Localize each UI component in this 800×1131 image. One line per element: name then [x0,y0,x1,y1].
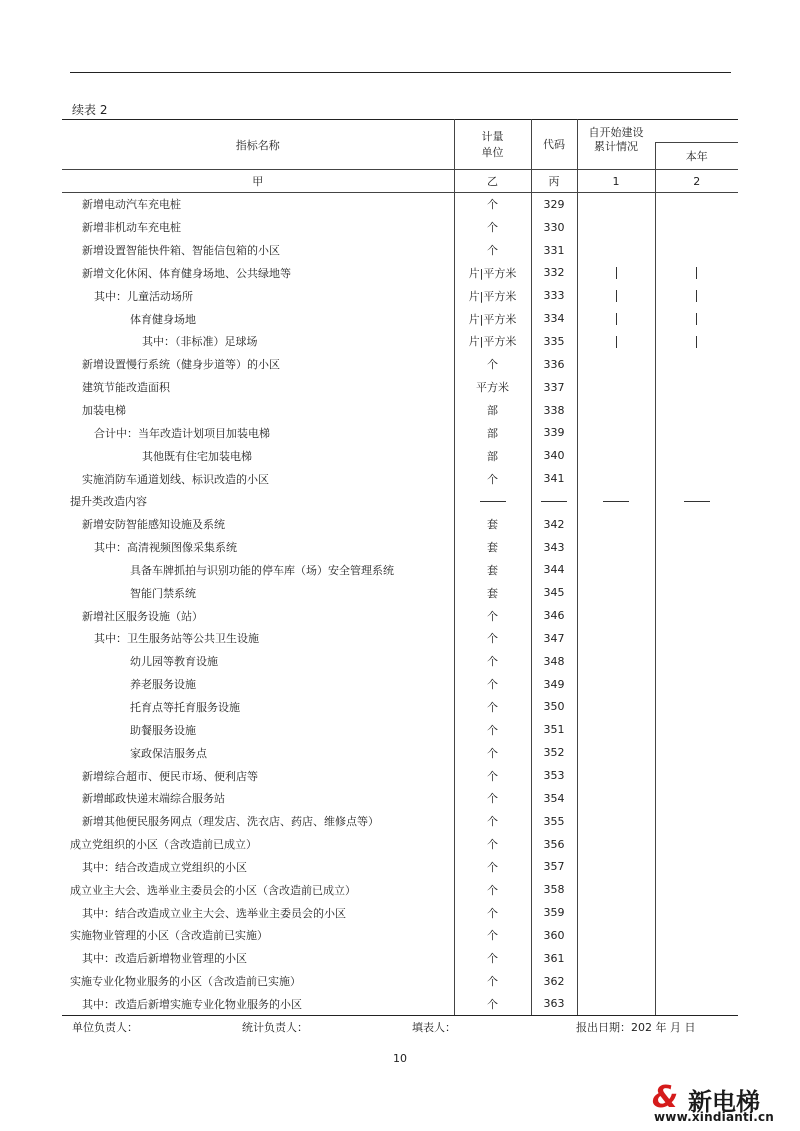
code-cell: 347 [531,627,577,650]
this-year-cell [655,330,738,353]
unit-cell: 个 [454,970,531,993]
unit-cell: 个 [454,718,531,741]
unit-cell: 部 [454,399,531,422]
cumulative-cell [577,787,655,810]
dash-mark [541,501,567,502]
code-cell: 362 [531,970,577,993]
letter-year: 2 [655,170,738,193]
code-cell: 360 [531,924,577,947]
this-year-cell [655,262,738,285]
table-row [62,421,738,444]
unit-cell: 个 [454,741,531,764]
table-row [62,536,738,559]
unit-cell: 个 [454,924,531,947]
logo-url: www.xindianti.cn [654,1110,775,1124]
this-year-cell [655,627,738,650]
cumulative-cell [577,970,655,993]
this-year-cell [655,536,738,559]
logo-mark-icon: & [652,1080,679,1115]
this-year-cell [655,787,738,810]
letter-code: 丙 [531,170,577,193]
indicator-name: 新增邮政快递末端综合服务站 [82,792,225,806]
indicator-name: 其中：改造后新增实施专业化物业服务的小区 [62,993,454,1016]
cumulative-cell [577,490,655,513]
unit-cell: 个 [454,604,531,627]
this-year-cell [655,421,738,444]
unit-cell: 套 [454,513,531,536]
table-row [62,193,738,216]
cumulative-cell [577,376,655,399]
unit-cell: 个 [454,673,531,696]
unit-cell: 个 [454,216,531,239]
cumulative-cell [577,239,655,262]
indicator-name: 新增安防智能感知设施及系统 [82,518,225,532]
cumulative-cell [577,810,655,833]
unit-cell: 个 [454,627,531,650]
code-cell: 349 [531,673,577,696]
indicator-name: 体育健身场地 [130,312,196,326]
this-year-cell [655,833,738,856]
unit-cell: 片|平方米 [454,284,531,307]
table-row [62,330,738,353]
unit-cell: 个 [454,696,531,719]
this-year-cell [655,307,738,330]
cumulative-cell [577,764,655,787]
indicator-name: 其中：结合改造成立业主大会、选举业主委员会的小区 [82,906,346,920]
separator-mark [616,267,617,279]
cumulative-cell [577,581,655,604]
indicator-name: 其中：（非标准）足球场 [142,335,258,349]
cumulative-cell [577,193,655,216]
indicator-name: 新增其他便民服务网点（理发店、洗衣店、药店、维修点等） [82,815,379,829]
unit-cell: 个 [454,833,531,856]
cumulative-cell [577,947,655,970]
section-row [62,490,738,513]
table-row [62,718,738,741]
table-row [62,262,738,285]
indicator-name: 智能门禁系统 [130,586,196,600]
code-cell: 330 [531,216,577,239]
this-year-cell [655,673,738,696]
table-row [62,673,738,696]
unit-cell: 个 [454,878,531,901]
this-year-cell [655,490,738,513]
this-year-cell [655,947,738,970]
cumulative-cell [577,353,655,376]
table-row [62,650,738,673]
code-cell: 338 [531,399,577,422]
unit-cell: 套 [454,559,531,582]
indicator-name: 新增电动汽车充电桩 [82,198,181,212]
table-row [62,833,738,856]
indicator-name: 新增综合超市、便民市场、便利店等 [82,769,258,783]
code-cell: 361 [531,947,577,970]
this-year-cell [655,559,738,582]
unit-cell: 个 [454,467,531,490]
cumulative-cell [577,421,655,444]
separator-mark [696,336,697,348]
table-row [62,855,738,878]
separator-mark [696,313,697,325]
unit-cell: 部 [454,444,531,467]
indicator-name: 新增社区服务设施（站） [82,609,203,623]
code-cell: 340 [531,444,577,467]
table-row [62,970,738,993]
cumulative-cell [577,650,655,673]
letter-cumulative: 1 [577,170,655,193]
indicator-name: 托育点等托育服务设施 [130,700,240,714]
unit-cell: 个 [454,239,531,262]
cumulative-cell [577,216,655,239]
unit-cell: 部 [454,421,531,444]
code-cell: 354 [531,787,577,810]
table-row [62,239,738,262]
code-cell: 355 [531,810,577,833]
indicator-name: 实施专业化物业服务的小区（含改造前已实施） [70,975,301,989]
table-row [62,924,738,947]
statistics-table [62,119,738,1016]
code-cell: 344 [531,559,577,582]
cumulative-cell [577,399,655,422]
logo-brand: 新电梯 [688,1088,760,1116]
table-row [62,284,738,307]
table-row [62,741,738,764]
code-cell: 331 [531,239,577,262]
indicator-name: 实施消防车通道划线、标识改造的小区 [82,472,269,486]
unit-cell: 个 [454,993,531,1016]
this-year-cell [655,650,738,673]
code-cell: 343 [531,536,577,559]
indicator-name: 加装电梯 [82,404,126,418]
code-cell: 363 [531,993,577,1016]
indicator-name: 新增设置智能快件箱、智能信包箱的小区 [82,244,280,258]
table-row [62,513,738,536]
dash-mark [684,501,710,502]
cumulative-cell [577,604,655,627]
code-cell: 329 [531,193,577,216]
table-row [62,627,738,650]
unit-cell: 个 [454,947,531,970]
indicator-name: 新增设置慢行系统（健身步道等）的小区 [82,358,280,372]
unit-cell [454,490,531,513]
header-code: 代码 [531,120,577,170]
this-year-cell [655,216,738,239]
this-year-cell [655,810,738,833]
footer-date: 报出日期：202 年 月 日 [576,1021,696,1034]
table-row [62,353,738,376]
cumulative-cell [577,833,655,856]
code-cell: 334 [531,307,577,330]
indicator-name: 新增非机动车充电桩 [82,221,181,235]
letter-row [62,170,738,193]
this-year-cell [655,353,738,376]
table-row [62,764,738,787]
footer-filler: 填表人： [412,1021,456,1034]
this-year-cell [655,399,738,422]
code-cell: 336 [531,353,577,376]
separator-mark [616,290,617,302]
indicator-name: 建筑节能改造面积 [82,381,170,395]
dash-mark [480,501,506,502]
table-row [62,444,738,467]
this-year-cell [655,970,738,993]
unit-cell: 片|平方米 [454,262,531,285]
cumulative-cell [577,741,655,764]
indicator-name: 其中：儿童活动场所 [94,289,193,303]
this-year-cell [655,376,738,399]
this-year-cell [655,924,738,947]
indicator-name: 实施物业管理的小区（含改造前已实施） [70,929,268,943]
cumulative-cell [577,878,655,901]
separator-mark [696,267,697,279]
table-row [62,559,738,582]
code-cell: 335 [531,330,577,353]
indicator-name: 其他既有住宅加装电梯 [142,449,252,463]
indicator-name: 其中：结合改造成立党组织的小区 [82,860,247,874]
indicator-name: 养老服务设施 [130,678,196,692]
code-cell: 353 [531,764,577,787]
dash-mark [603,501,629,502]
unit-cell: 个 [454,353,531,376]
indicator-name: 其中：高清视频图像采集系统 [94,541,237,555]
this-year-cell [655,855,738,878]
this-year-cell [655,718,738,741]
indicator-name: 家政保洁服务点 [130,746,207,760]
unit-cell: 个 [454,901,531,924]
indicator-name: 新增文化休闲、体育健身场地、公共绿地等 [82,266,291,280]
top-rule [70,72,731,73]
indicator-name: 其中：改造后新增物业管理的小区 [82,952,247,966]
table-row [62,787,738,810]
code-cell [531,490,577,513]
indicator-name: 成立党组织的小区（含改造前已成立） [70,838,257,852]
this-year-cell [655,604,738,627]
this-year-cell [655,993,738,1016]
this-year-cell [655,513,738,536]
indicator-name: 助餐服务设施 [130,723,196,737]
header-blank [655,120,738,143]
this-year-cell [655,467,738,490]
separator-mark [616,336,617,348]
letter-unit: 乙 [454,170,531,193]
code-cell: 352 [531,741,577,764]
header-cumulative [577,120,655,170]
cumulative-cell [577,855,655,878]
unit-cell: 个 [454,787,531,810]
cumulative-cell [577,307,655,330]
cumulative-cell [577,444,655,467]
footer-unit-head: 单位负责人： [72,1021,138,1034]
header-cumulative-line1: 自开始建设 [588,126,644,139]
unit-cell: 平方米 [454,376,531,399]
this-year-cell [655,581,738,604]
unit-cell: 个 [454,855,531,878]
indicator-name: 合计中：当年改造计划项目加装电梯 [94,426,270,440]
table-row [62,604,738,627]
code-cell: 350 [531,696,577,719]
cumulative-cell [577,284,655,307]
indicator-name: 成立业主大会、选举业主委员会的小区（含改造前已成立） [70,883,356,897]
indicator-name: 具备车牌抓拍与识别功能的停车库（场）安全管理系统 [130,563,394,577]
cumulative-cell [577,696,655,719]
cumulative-cell [577,924,655,947]
this-year-cell [655,764,738,787]
this-year-cell [655,444,738,467]
unit-cell: 片|平方米 [454,307,531,330]
header-unit [454,120,531,170]
cumulative-cell [577,993,655,1016]
table-row [62,216,738,239]
table-row [62,901,738,924]
watermark-logo [652,1080,792,1126]
cumulative-cell [577,330,655,353]
header-indicator-name: 指标名称 [62,120,454,170]
code-cell: 358 [531,878,577,901]
section-title: 提升类改造内容 [70,495,147,509]
table-label: 续表 2 [72,103,108,117]
unit-cell: 片|平方米 [454,330,531,353]
this-year-cell [655,901,738,924]
code-cell: 339 [531,421,577,444]
page-number: 10 [393,1052,407,1065]
unit-cell: 套 [454,536,531,559]
cumulative-cell [577,627,655,650]
this-year-cell [655,741,738,764]
code-cell: 332 [531,262,577,285]
table-row [62,581,738,604]
code-cell: 357 [531,855,577,878]
separator-mark [696,290,697,302]
table-row [62,376,738,399]
code-cell: 341 [531,467,577,490]
unit-cell: 个 [454,764,531,787]
footer-stat-head: 统计负责人： [242,1021,308,1034]
table-row [62,878,738,901]
cumulative-cell [577,559,655,582]
code-cell: 351 [531,718,577,741]
header-unit-line2: 单位 [481,145,504,159]
unit-cell: 个 [454,810,531,833]
code-cell: 333 [531,284,577,307]
table-row [62,467,738,490]
code-cell: 345 [531,581,577,604]
cumulative-cell [577,673,655,696]
code-cell: 348 [531,650,577,673]
indicator-name: 幼儿园等教育设施 [130,655,218,669]
table-row [62,696,738,719]
cumulative-cell [577,718,655,741]
cumulative-cell [577,513,655,536]
cumulative-cell [577,536,655,559]
header-this-year: 本年 [655,142,738,169]
unit-cell: 个 [454,650,531,673]
this-year-cell [655,193,738,216]
table-row [62,810,738,833]
this-year-cell [655,284,738,307]
header-cumulative-line2: 累计情况 [594,140,638,153]
table-row [62,993,738,1016]
code-cell: 359 [531,901,577,924]
indicator-name: 其中：卫生服务站等公共卫生设施 [94,632,259,646]
this-year-cell [655,696,738,719]
table-row [62,307,738,330]
code-cell: 356 [531,833,577,856]
header-unit-line1: 计量 [481,129,504,143]
code-cell: 342 [531,513,577,536]
code-cell: 337 [531,376,577,399]
table-row [62,947,738,970]
cumulative-cell [577,262,655,285]
letter-name: 甲 [62,170,454,193]
unit-cell: 套 [454,581,531,604]
cumulative-cell [577,467,655,490]
this-year-cell [655,878,738,901]
separator-mark [616,313,617,325]
cumulative-cell [577,901,655,924]
code-cell: 346 [531,604,577,627]
unit-cell: 个 [454,193,531,216]
table-row [62,399,738,422]
this-year-cell [655,239,738,262]
